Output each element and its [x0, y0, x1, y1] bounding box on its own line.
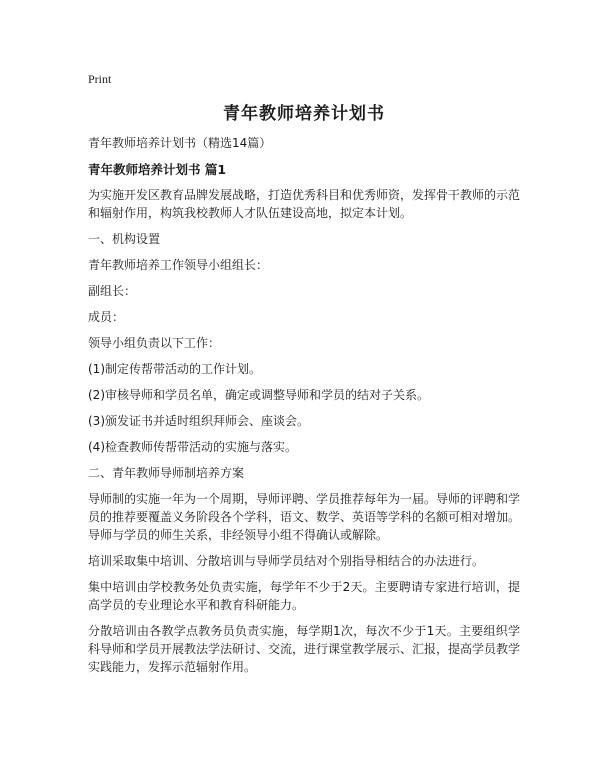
paragraph-centralized-training: 集中培训由学校教务处负责实施，每学年不少于2天。主要聘请专家进行培训，提高学员的专业理论水平和教育科研能力。 — [88, 580, 520, 612]
paragraph-members: 成员： — [88, 310, 125, 324]
heading-org-setup: 一、机构设置 — [88, 232, 161, 246]
heading-mentor-plan: 二、青年教师导师制培养方案 — [88, 466, 245, 480]
paragraph-leader: 青年教师培养工作领导小组组长： — [88, 258, 269, 272]
document-body — [88, 186, 520, 684]
list-item-2: (2)审核导师和学员名单，确定或调整导师和学员的结对子关系。 — [88, 388, 430, 402]
paragraph-intro: 为实施开发区教育品牌发展战略，打造优秀科目和优秀师资，发挥骨干教师的示范和辐射作用，构筑我校教师人才队伍建设高地，拟定本计划。 — [88, 188, 521, 220]
list-item-1: (1)制定传帮带活动的工作计划。 — [88, 362, 261, 376]
print-link[interactable]: Print — [88, 72, 112, 86]
paragraph-training-method: 培训采取集中培训、分散培训与导师学员结对个别指导相结合的办法进行。 — [88, 554, 485, 568]
list-item-3: (3)颁发证书并适时组织拜师会、座谈会。 — [88, 414, 309, 428]
list-item-4: (4)检查教师传帮带活动的实施与落实。 — [88, 440, 297, 454]
paragraph-deputy: 副组长： — [88, 284, 137, 298]
paragraph-responsibilities: 领导小组负责以下工作： — [88, 336, 221, 350]
document-title: 青年教师培养计划书 — [223, 104, 385, 124]
document-subtitle: 青年教师培养计划书（精选14篇） — [88, 136, 272, 150]
section-heading: 青年教师培养计划书 篇1 — [88, 162, 227, 177]
paragraph-decentralized-training: 分散培训由各教学点教务员负责实施，每学期1次，每次不少于1天。主要组织学科导师和学员开展教法学法研讨、交流，进行课堂教学展示、汇报，提高学员教学实践能力，发挥示范辐射作用。 — [88, 624, 521, 674]
paragraph-mentor-cycle: 导师制的实施一年为一个周期，导师评聘、学员推荐每年为一届。导师的评聘和学员的推荐要覆盖义务阶段各个学科，语文、数学、英语等学科的名额可相对增加。导师与学员的师生关系，非经领导小组不得确认或解除。 — [88, 492, 521, 542]
